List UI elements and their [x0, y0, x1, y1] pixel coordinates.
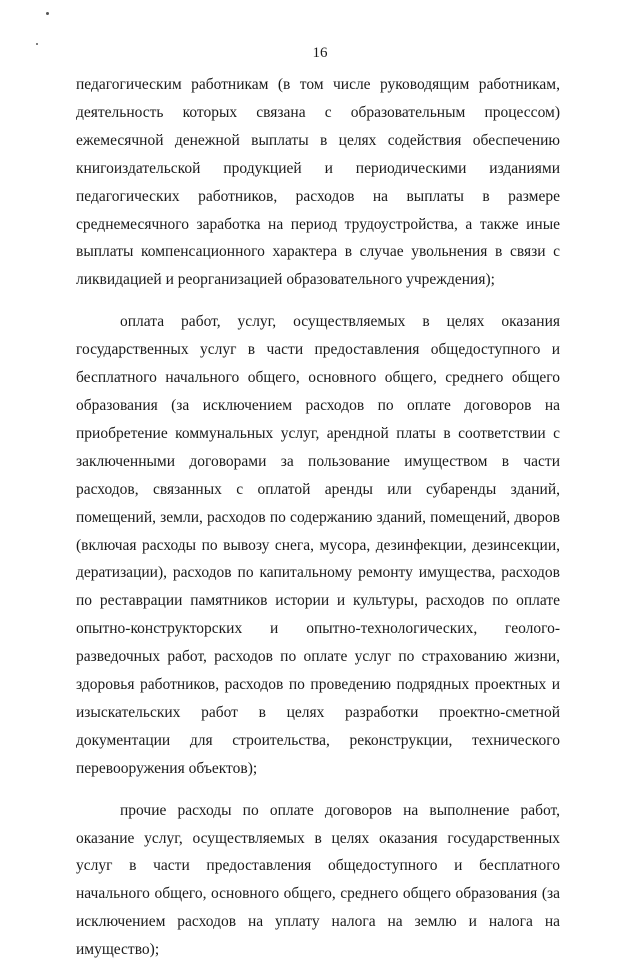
paragraph-works-services: оплата работ, услуг, осуществляемых в целях оказания государственных услуг в части предоставления общедоступного и бесплатного начального общего, основного общего, среднего общего образования (за исключением расходов по оплате договоров на приобретение коммунальных услуг, арендной платы в соответствии с заключенными договорами за пользование имуществом в части расходов, связанных с оплатой аренды или субаренды зданий, помещений, земли, расходов по содержанию зданий, помещений, дворов (включая расходы по вывозу снега, мусора, дезинфекции, дезинсекции, дератизации), расходов по капитальному ремонту имущества, расходов по реставрации памятников истории и культуры, расходов по оплате опытно-конструкторских и опытно-технологических, геолого-разведочных работ, расходов по оплате услуг по страхованию жизни, здоровья работников, расходов по проведению подрядных проектных и изыскательских работ в целях разработки проектно-сметной документации для строительства, реконструкции, технического перевооружения объектов);: [76, 313, 560, 777]
document-body: [76, 71, 560, 964]
paragraph-continuation: педагогическим работникам (в том числе руководящим работникам, деятельность которых связана с образовательным процессом) ежемесячной денежной выплаты в целях содействия обеспечению книгоиздательской продукцией и периодическими изданиями педагогических работников, расходов на выплаты в размере среднемесячного заработка на период трудоустройства, а также иные выплаты компенсационного характера в случае увольнения в связи с ликвидацией и реорганизацией образовательного учреждения);: [76, 76, 560, 289]
paragraph-other-expenses: прочие расходы по оплате договоров на выполнение работ, оказание услуг, осуществляемых в целях оказания государственных услуг в части предоставления общедоступного и бесплатного начального общего, основного общего, среднего общего образования (за исключением расходов на уплату налога на землю и налога на имущество);: [76, 801, 560, 959]
scan-artifact-dot: [46, 12, 49, 15]
page-number: 16: [312, 45, 328, 61]
